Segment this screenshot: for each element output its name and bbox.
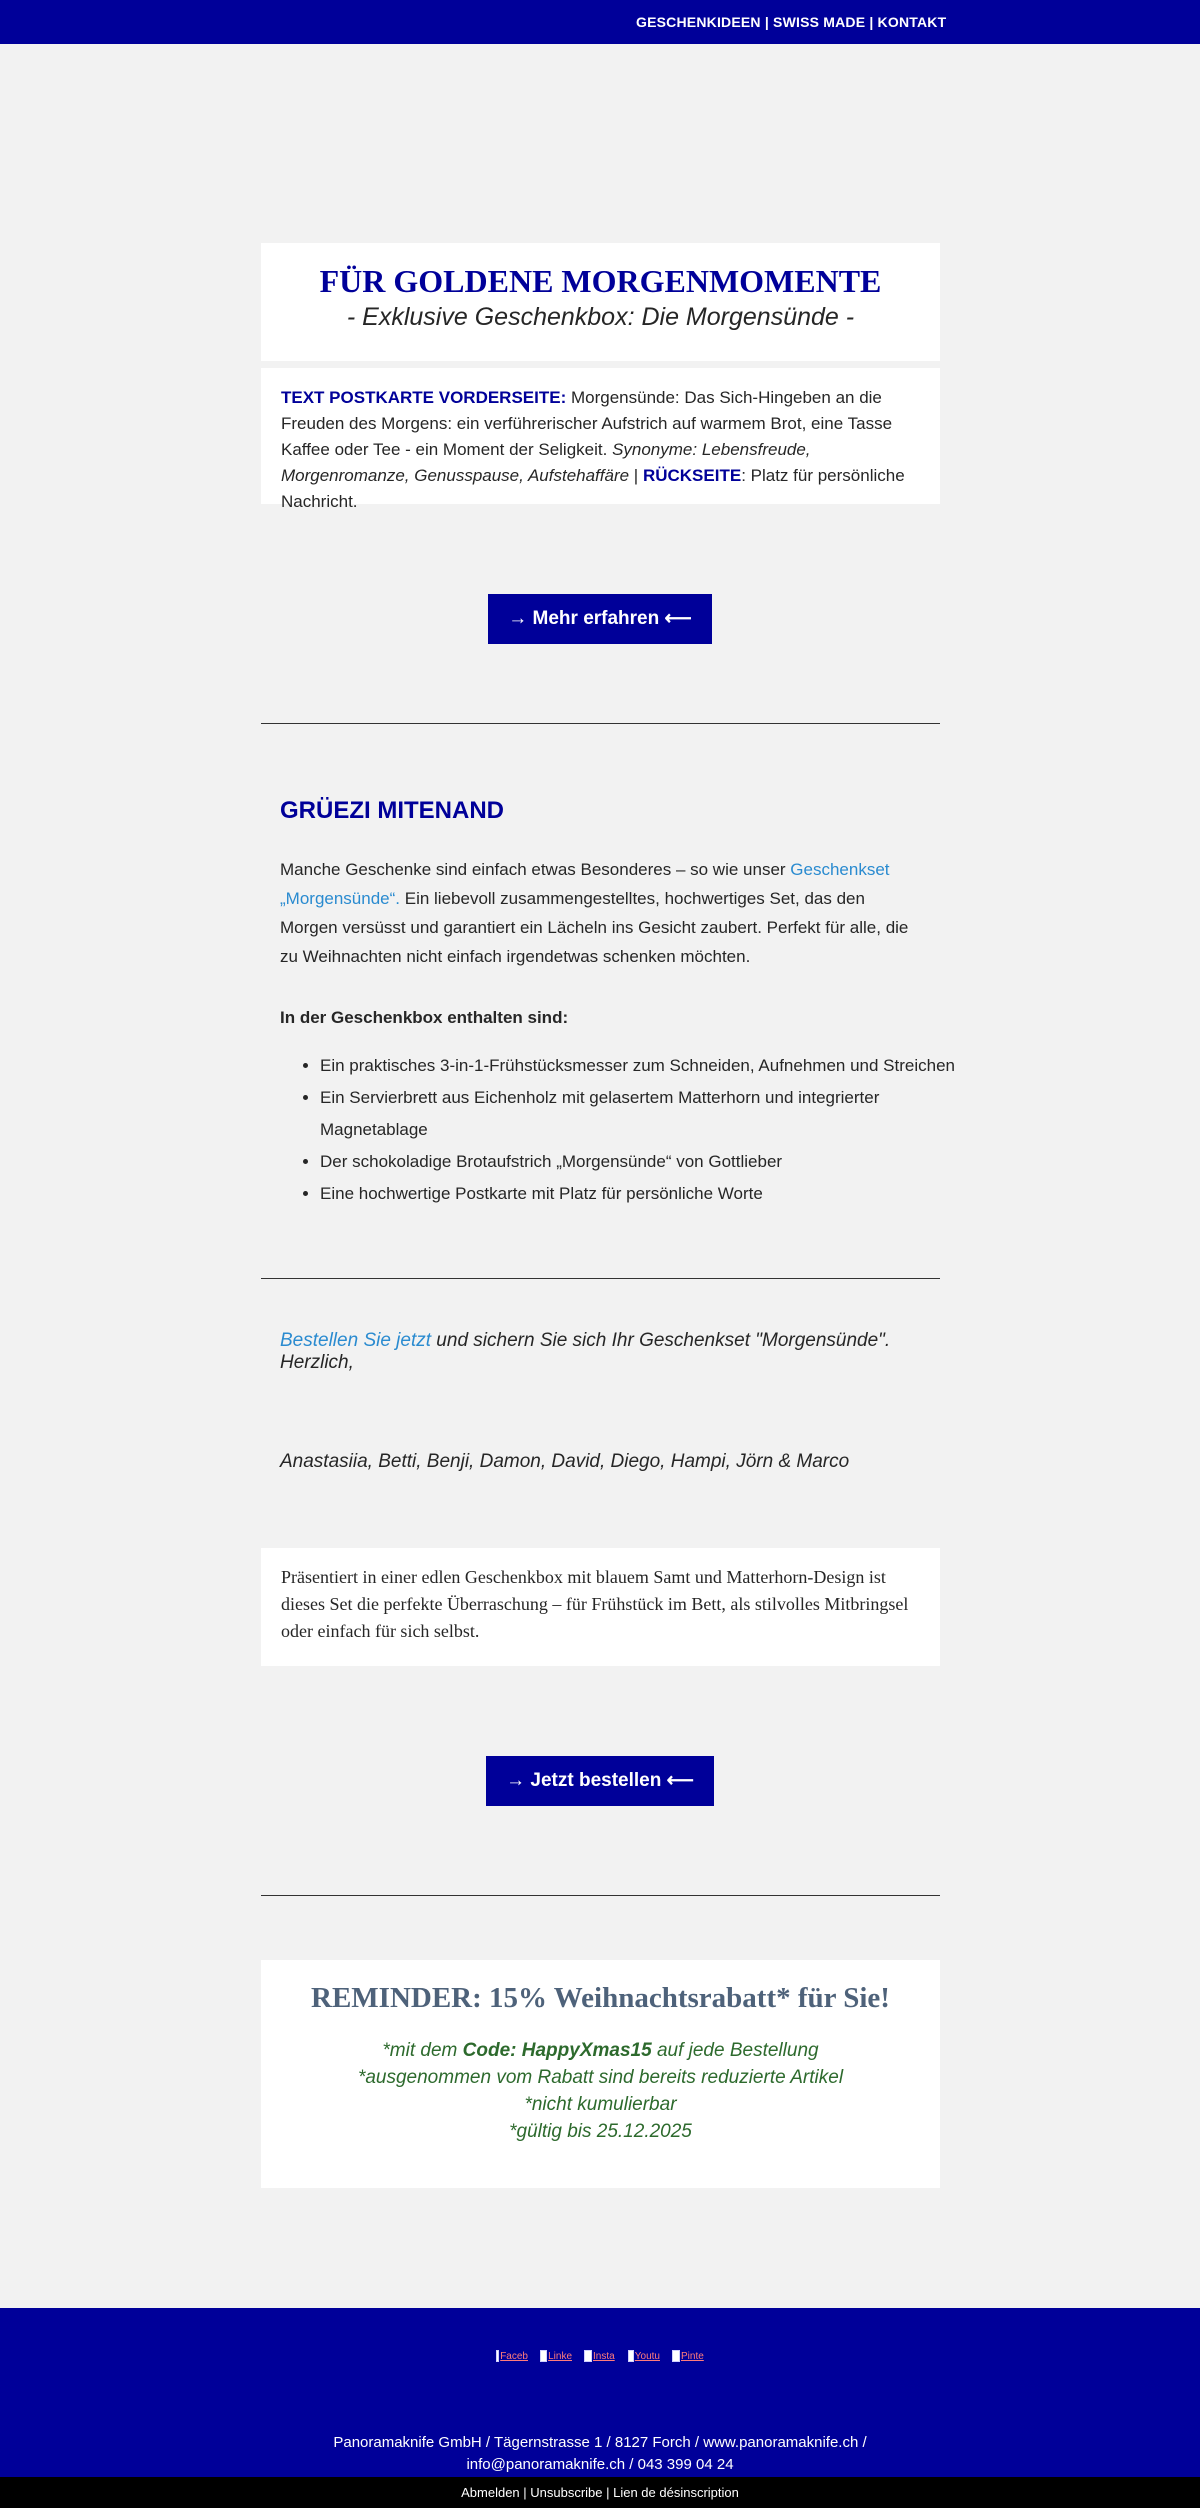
gift-set-link[interactable]: Geschenkset „Morgensünde“. [280,860,890,908]
order-cta-text [280,1330,940,1374]
instagram-icon[interactable]: Insta [584,2342,616,2362]
youtube-icon[interactable]: Youtu [628,2342,660,2362]
pinterest-icon[interactable]: Pinte [672,2342,704,2362]
postcard-front-label: TEXT POSTKARTE VORDERSEITE: [281,388,567,407]
order-now-button[interactable]: → Jetzt bestellen ⟵ [486,1756,714,1806]
order-cta-rest: und sichern Sie sich Ihr Geschenkset "Morgensünde". Herzlich, [280,1330,891,1373]
postcard-text-card [261,368,940,511]
address-line: info@panoramaknife.ch / 043 399 04 24 [466,2456,734,2473]
team-names: Anastasiia, Betti, Benji, Damon, David, Diego, Hampi, Jörn & Marco [280,1451,850,1472]
postcard-front-text: Morgensünde: Das Sich-Hingeben an die Freuden des Morgens: ein verführerischer Aufstrich auf warmem Brot, eine Tasse Kaffee oder Tee - ein Moment der Seligkeit. [281,388,893,459]
divider [261,723,940,724]
divider [261,1895,940,1896]
reminder-line1-after: auf jede Bestellung [651,2040,819,2061]
reminder-card [261,1960,940,2188]
intro-after: Ein liebevoll zusammengestelltes, hochwertiges Set, das den Morgen versüsst und garantiert ein Lächeln ins Gesicht zaubert. Perfekt für alle, die zu Weihnachten nicht einfach irgendetwas schenken möchten. [280,889,909,966]
facebook-icon[interactable]: Faceb [496,2342,528,2362]
postcard-synonyms: Synonyme: Lebensfreude, Morgenromanze, Genusspause, Aufstehaffäre [281,440,811,485]
hero-card [261,243,940,361]
greeting-title: GRÜEZI MITENAND [280,797,504,824]
included-list [280,1050,970,1210]
intro-before: Manche Geschenke sind einfach etwas Besonderes – so wie unser [280,860,791,879]
reminder-line [261,2037,940,2064]
presentation-text: Präsentiert in einer edlen Geschenkbox mit blauem Samt und Matterhorn-Design ist dieses Set die perfekte Überraschung – für Frühstück im Bett, als stilvolles Mitbringsel oder einfach für sich selbst. [281,1567,909,1641]
reminder-title: REMINDER: 15% Weihnachtsrabatt* für Sie! [311,1982,890,2014]
discount-code: Code: HappyXmas15 [462,2040,652,2061]
reminder-line: *gültig bis 25.12.2025 [509,2121,692,2142]
presentation-card [261,1548,940,1666]
reminder-line1-before: *mit dem [382,2040,463,2061]
included-title: In der Geschenkbox enthalten sind: [280,1008,569,1027]
postcard-back-label: RÜCKSEITE [642,466,742,485]
list-item: • Der schokoladige Brotaufstrich „Morgensünde“ von Gottlieber [320,1146,970,1178]
top-nav-links[interactable]: GESCHENKIDEEN | SWISS MADE | KONTAKT [636,14,947,30]
divider [261,1278,940,1279]
list-item: • Ein Servierbrett aus Eichenholz mit gelasertem Matterhorn und integrierter Magnetablage [320,1082,970,1146]
unsubscribe-bar [0,2477,1200,2508]
reminder-line: *ausgenommen vom Rabatt sind bereits reduzierte Artikel [357,2067,844,2088]
reminder-line: *nicht kumulierbar [524,2094,677,2115]
social-links [496,2342,704,2362]
postcard-back-text: : Platz für persönliche Nachricht. [281,466,905,511]
hero-subtitle: - Exklusive Geschenkbox: Die Morgensünde - [346,303,855,331]
postcard-paragraph [261,368,940,515]
postcard-separator: | [629,466,643,485]
order-now-link[interactable]: Bestellen Sie jetzt [280,1330,432,1351]
company-address [330,2432,870,2476]
address-line: Panoramaknife GmbH / Tägernstrasse 1 / 8127 Forch / www.panoramaknife.ch / [333,2434,867,2451]
unsubscribe-link[interactable]: Abmelden | Unsubscribe | Lien de désinscription [461,2485,739,2500]
reminder-conditions [261,2037,940,2145]
hero-title: FÜR GOLDENE MORGENMOMENTE [319,263,882,299]
footer [0,2308,1200,2477]
learn-more-button[interactable]: → Mehr erfahren ⟵ [488,594,712,644]
top-nav-bar [0,0,1200,44]
list-item: • Eine hochwertige Postkarte mit Platz für persönliche Worte [320,1178,970,1210]
intro-paragraph [280,855,920,971]
list-item: • Ein praktisches 3-in-1-Frühstücksmesser zum Schneiden, Aufnehmen und Streichen [320,1050,970,1082]
linkedin-icon[interactable]: Linke [540,2342,572,2362]
